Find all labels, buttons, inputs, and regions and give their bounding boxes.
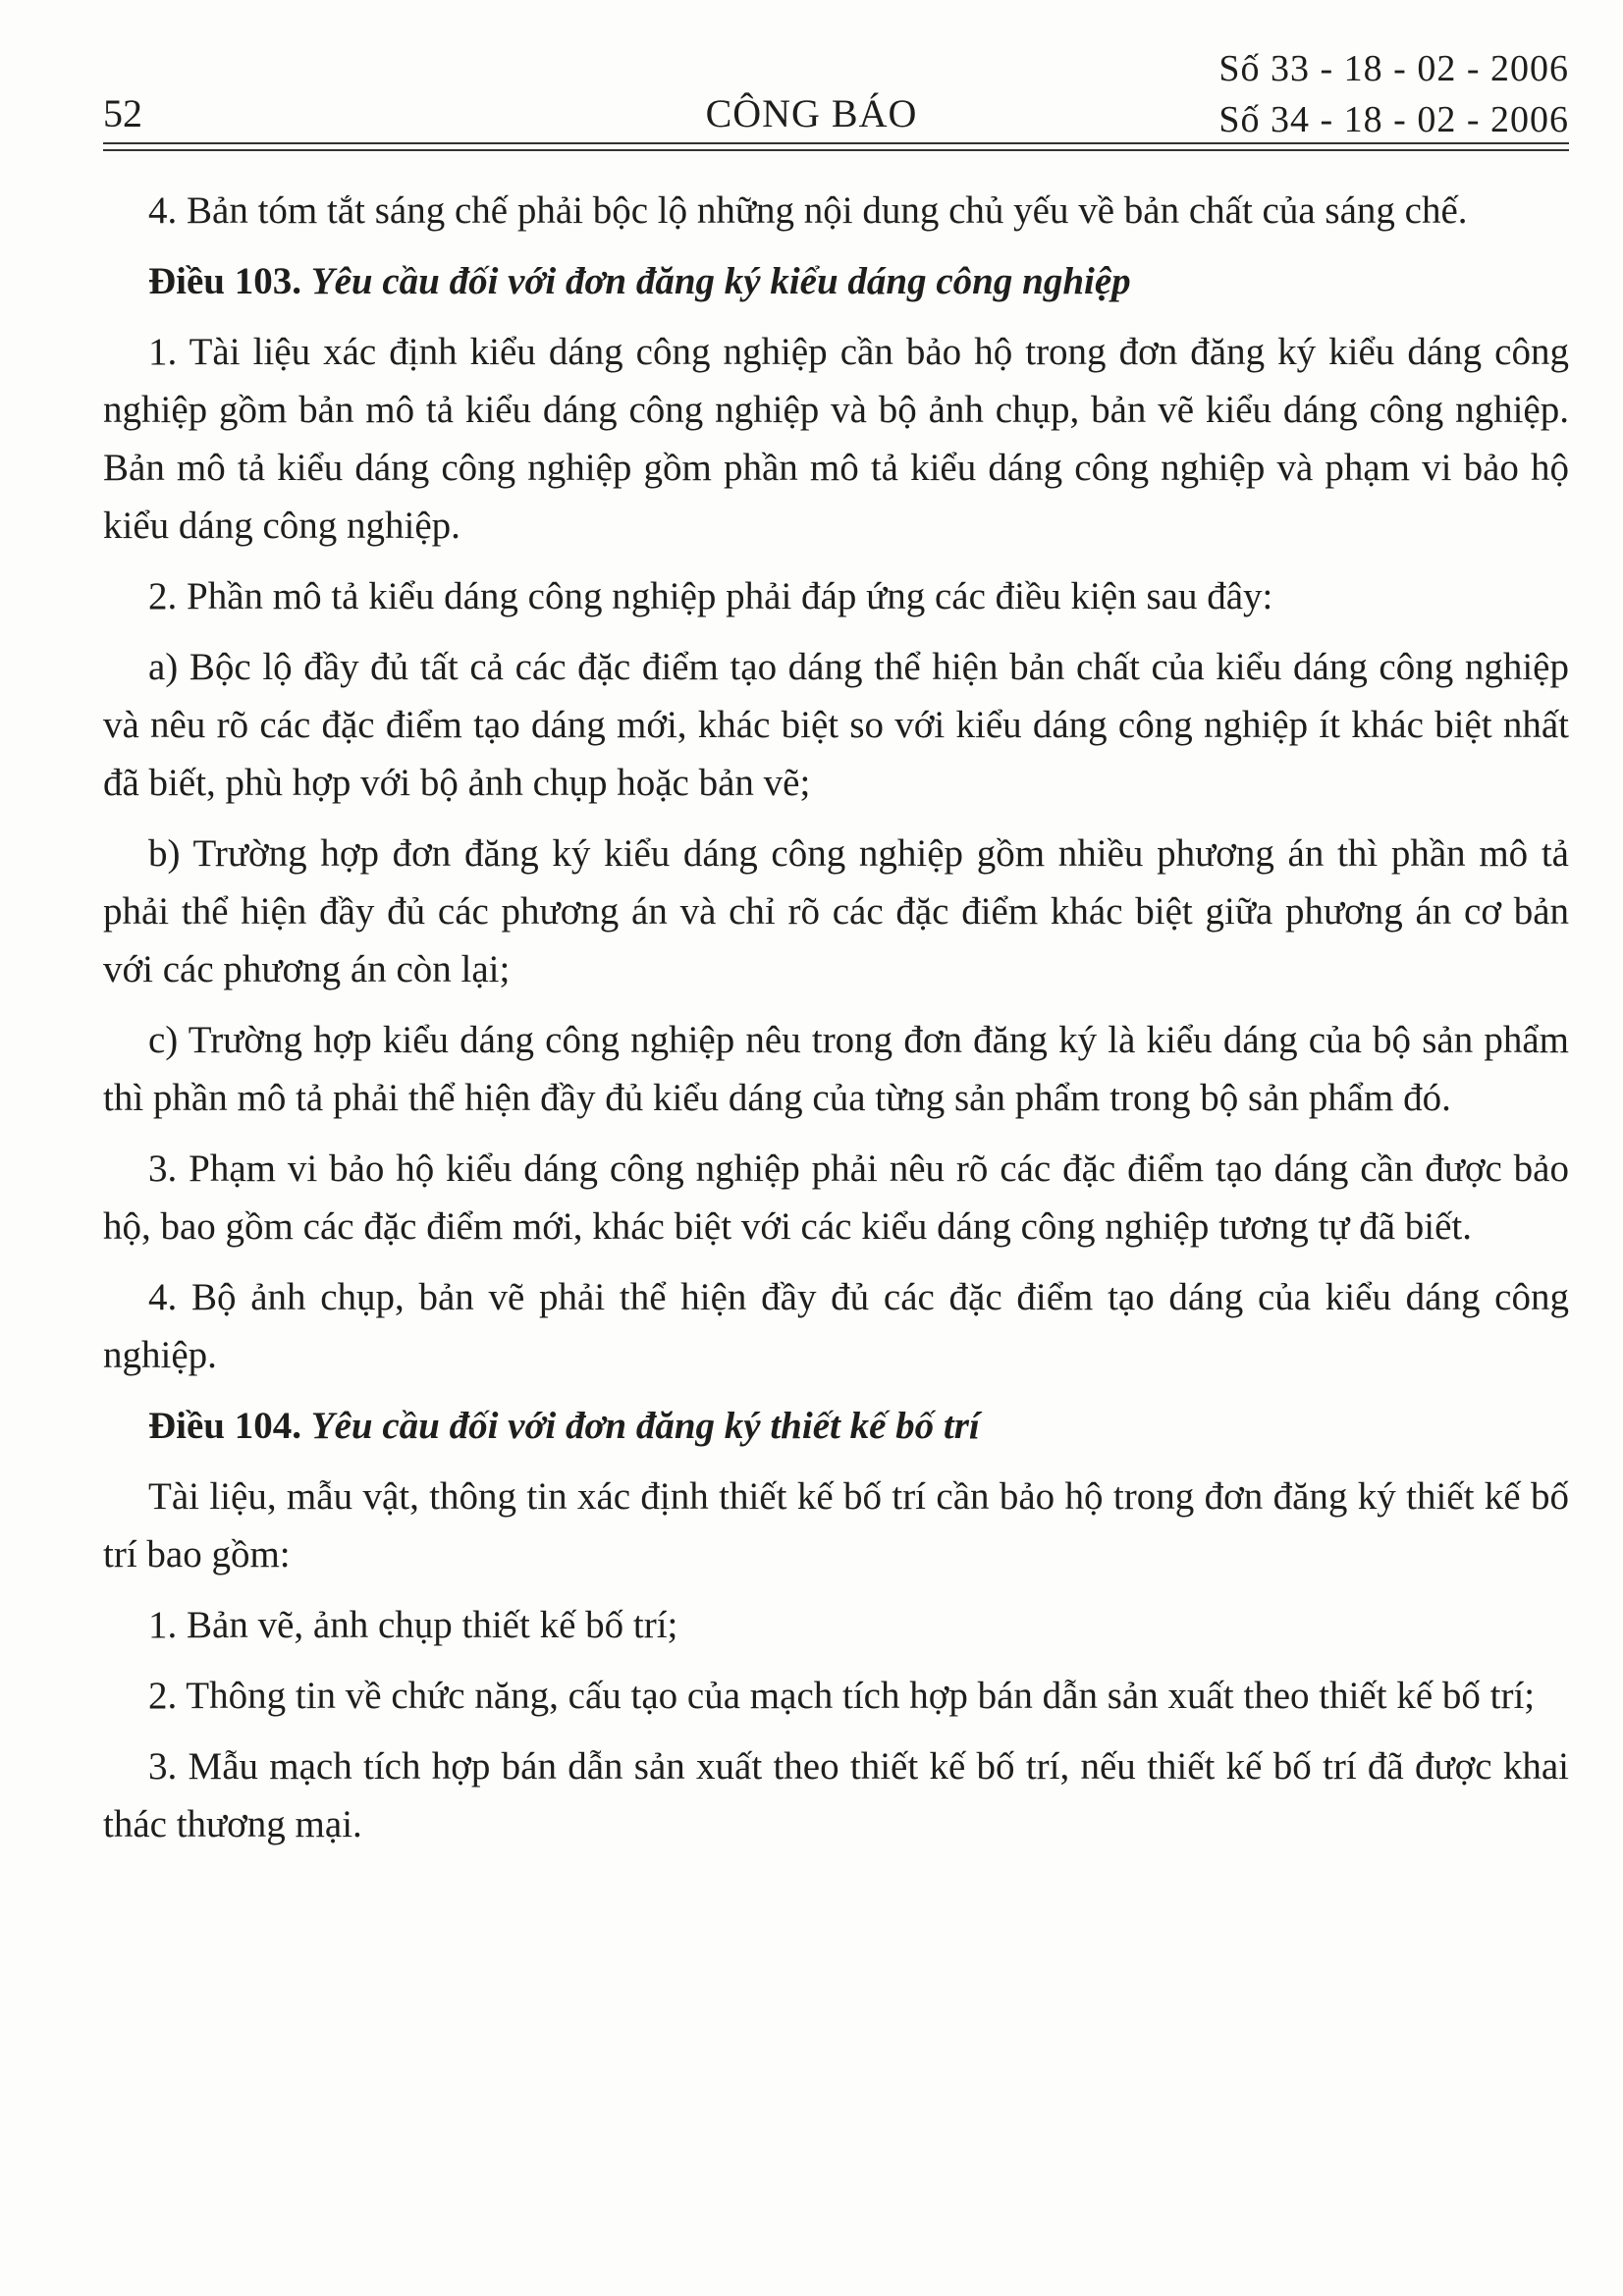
paragraph: a) Bộc lộ đầy đủ tất cả các đặc điểm tạo dáng thể hiện bản chất của kiểu dáng công nghiệp và nêu rõ các đặc điểm tạo dáng mới, khác biệt so với kiểu dáng công nghiệp ít khác biệt nhất đã biết, phù hợp với bộ ảnh chụp hoặc bản vẽ; <box>103 646 1569 804</box>
article-103-number: Điều 103. <box>148 260 301 302</box>
article-104-heading <box>103 1397 1569 1455</box>
page-number: 52 <box>103 91 142 135</box>
article-103-title: Yêu cầu đối với đơn đăng ký kiểu dáng công nghiệp <box>310 260 1131 302</box>
paragraph: 3. Phạm vi bảo hộ kiểu dáng công nghiệp phải nêu rõ các đặc điểm tạo dáng cần được bảo hộ, bao gồm các đặc điểm mới, khác biệt với các kiểu dáng công nghiệp tương tự đã biết. <box>103 1148 1569 1248</box>
document-body <box>103 182 1569 1866</box>
article-104-title: Yêu cầu đối với đơn đăng ký thiết kế bố trí <box>310 1405 980 1447</box>
paragraph: 3. Mẫu mạch tích hợp bán dẫn sản xuất theo thiết kế bố trí, nếu thiết kế bố trí đã được khai thác thương mại. <box>103 1745 1569 1845</box>
page-header <box>0 0 1623 157</box>
article-103-heading <box>103 252 1569 310</box>
paragraph: b) Trường hợp đơn đăng ký kiểu dáng công nghiệp gồm nhiều phương án thì phần mô tả phải thể hiện đầy đủ các phương án và chỉ rõ các đặc điểm khác biệt giữa phương án cơ bản với các phương án còn lại; <box>103 832 1569 990</box>
paragraph: 4. Bản tóm tắt sáng chế phải bộc lộ những nội dung chủ yếu về bản chất của sáng chế. <box>148 189 1468 232</box>
gazette-title: CÔNG BÁO <box>705 91 918 135</box>
paragraph: 4. Bộ ảnh chụp, bản vẽ phải thể hiện đầy đủ các đặc điểm tạo dáng của kiểu dáng công nghiệp. <box>103 1276 1569 1376</box>
paragraph: Tài liệu, mẫu vật, thông tin xác định thiết kế bố trí cần bảo hộ trong đơn đăng ký thiết kế bố trí bao gồm: <box>103 1475 1569 1575</box>
paragraph: 1. Bản vẽ, ảnh chụp thiết kế bố trí; <box>148 1604 678 1646</box>
issue-number-1: Số 33 - 18 - 02 - 2006 <box>1218 48 1569 89</box>
paragraph: 2. Thông tin về chức năng, cấu tạo của mạch tích hợp bán dẫn sản xuất theo thiết kế bố trí; <box>148 1675 1536 1717</box>
article-104-number: Điều 104. <box>148 1405 301 1447</box>
paragraph: 2. Phần mô tả kiểu dáng công nghiệp phải đáp ứng các điều kiện sau đây: <box>148 575 1273 617</box>
paragraph: 1. Tài liệu xác định kiểu dáng công nghiệp cần bảo hộ trong đơn đăng ký kiểu dáng công nghiệp gồm bản mô tả kiểu dáng công nghiệp và bộ ảnh chụp, bản vẽ kiểu dáng công nghiệp. Bản mô tả kiểu dáng công nghiệp gồm phần mô tả kiểu dáng công nghiệp và phạm vi bảo hộ kiểu dáng công nghiệp. <box>103 331 1569 547</box>
paragraph: c) Trường hợp kiểu dáng công nghiệp nêu trong đơn đăng ký là kiểu dáng của bộ sản phẩm thì phần mô tả phải thể hiện đầy đủ kiểu dáng của từng sản phẩm trong bộ sản phẩm đó. <box>103 1019 1569 1119</box>
header-rule-bottom <box>103 149 1569 151</box>
issue-number-2: Số 34 - 18 - 02 - 2006 <box>1218 99 1569 140</box>
header-rule-top <box>103 142 1569 144</box>
